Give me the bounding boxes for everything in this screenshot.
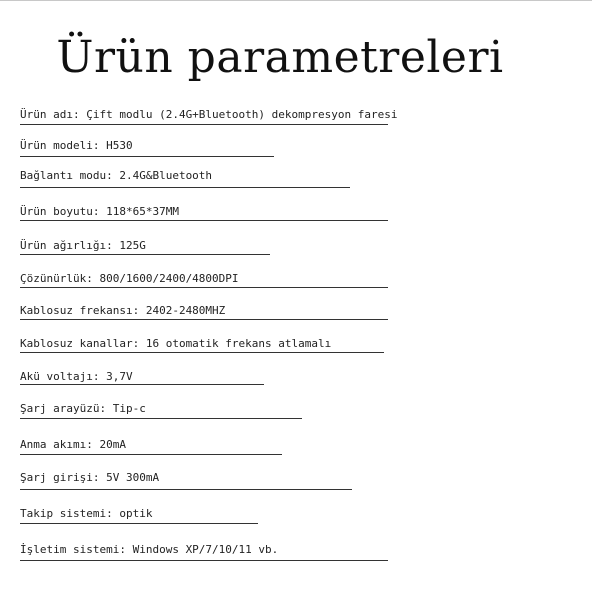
param-tracking-system: Takip sistemi: optik xyxy=(20,507,153,520)
page-title: Ürün parametreleri xyxy=(56,32,504,83)
param-underline xyxy=(20,124,388,125)
param-underline xyxy=(20,523,258,524)
param-underline xyxy=(20,319,388,320)
param-charging-input: Şarj girişi: 5V 300mA xyxy=(20,471,160,484)
param-connection-mode: Bağlantı modu: 2.4G&Bluetooth xyxy=(20,169,213,182)
param-underline xyxy=(20,254,270,255)
param-underline xyxy=(20,560,388,561)
param-underline xyxy=(20,418,302,419)
param-rated-current: Anma akımı: 20mA xyxy=(20,438,126,451)
param-underline xyxy=(20,454,282,455)
param-operating-system: İşletim sistemi: Windows XP/7/10/11 vb. xyxy=(20,543,279,556)
param-underline xyxy=(20,187,350,188)
param-product-name: Ürün adı: Çift modlu (2.4G+Bluetooth) dekompresyon faresi xyxy=(20,108,398,121)
param-underline xyxy=(20,156,274,157)
param-underline xyxy=(20,384,264,385)
param-underline xyxy=(20,489,352,490)
top-divider xyxy=(0,0,592,1)
param-model: Ürün modeli: H530 xyxy=(20,139,133,152)
param-charging-interface: Şarj arayüzü: Tip-c xyxy=(20,402,146,415)
param-wireless-frequency: Kablosuz frekansı: 2402-2480MHZ xyxy=(20,304,226,317)
param-underline xyxy=(20,220,388,221)
param-wireless-channels: Kablosuz kanallar: 16 otomatik frekans atlamalı xyxy=(20,337,332,350)
param-weight: Ürün ağırlığı: 125G xyxy=(20,239,146,252)
param-battery-voltage: Akü voltajı: 3,7V xyxy=(20,370,133,383)
param-underline xyxy=(20,352,384,353)
param-size: Ürün boyutu: 118*65*37MM xyxy=(20,205,179,218)
param-resolution: Çözünürlük: 800/1600/2400/4800DPI xyxy=(20,272,239,285)
param-underline xyxy=(20,287,388,288)
